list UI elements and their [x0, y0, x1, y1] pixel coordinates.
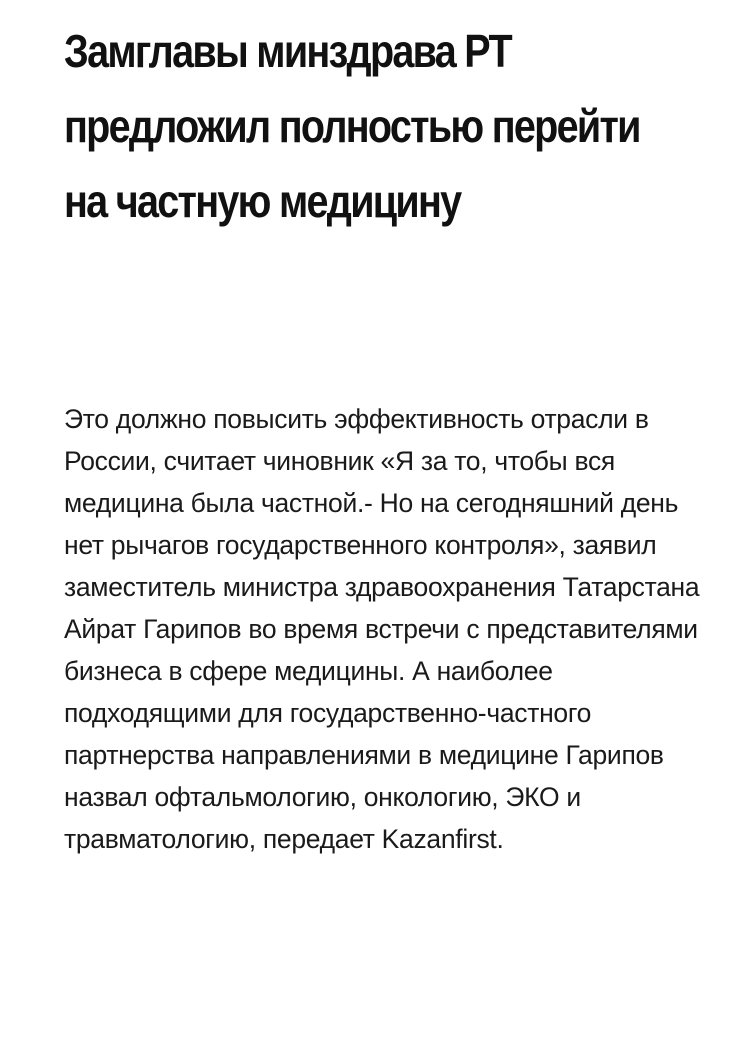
article-body: Это должно повысить эффективность отрасли в России, считает чиновник «Я за то, чтобы вся медицина была частной.- Но на сегодняшний день нет рычагов государственного контроля», заявил заместитель министра здравоохранения Татарстана Айрат Гарипов во время встречи с представителями бизнеса в сфере медицины. А наиболее подходящими для государственно-частного партнерства направлениями в медицине Гарипов назвал офтальмологию, онкологию, ЭКО и травматологию, передает Kazanfirst. [64, 404, 700, 854]
article-header [64, 14, 724, 239]
article-headline: Замглавы минздрава РТ предложил полностью перейти на частную медицину [64, 25, 640, 227]
